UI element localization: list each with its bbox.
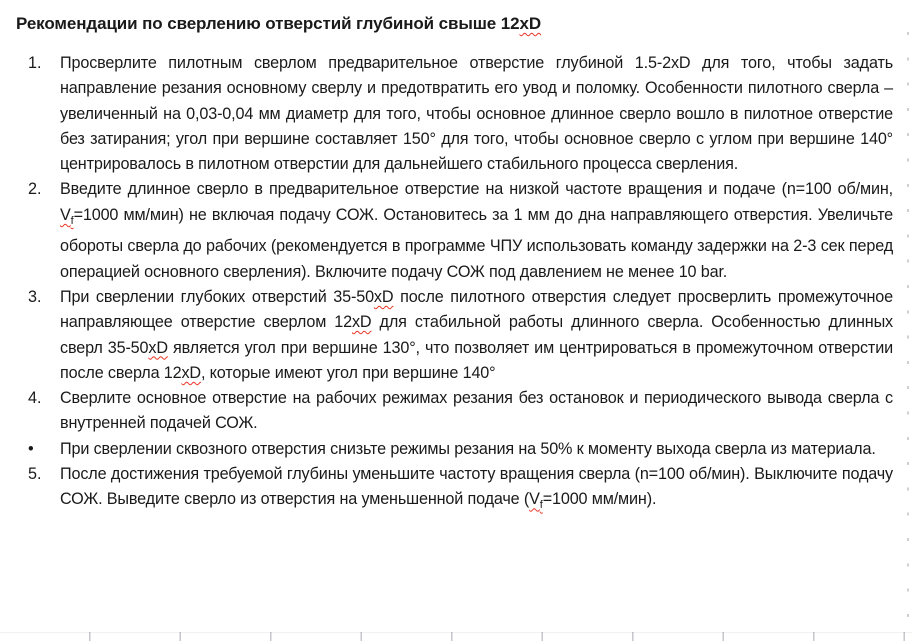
text-segment-misspell: xD	[351, 313, 372, 332]
list-item	[16, 462, 893, 519]
text-segment-misspell: xD	[148, 338, 168, 357]
list-marker: 5.	[28, 464, 42, 483]
text-segment: При сверлении глубоких отверстий 35-50	[60, 287, 374, 306]
list-item	[16, 177, 893, 284]
list-item	[16, 285, 893, 386]
text-segment-sub-misspell: f	[70, 215, 74, 228]
list-item-text	[60, 285, 893, 386]
text-segment: После достижения требуемой глубины уменьшите частоту вращения сверла (n=100 об/мин). Выключите подачу СОЖ. Выведите сверло из отверстия на уменьшенной подаче (	[60, 464, 893, 509]
text-segment-misspell: V	[529, 490, 540, 509]
list-item	[16, 51, 893, 177]
text-segment: является угол при вершине 130°, что позволяет им центрироваться в промежуточном отверстии после сверла 12	[60, 338, 893, 382]
list-item-text	[60, 177, 893, 284]
text-segment-misspell: V	[60, 205, 71, 224]
list-item-text	[60, 51, 893, 177]
list-item-text	[60, 437, 893, 462]
text-segment: , которые имеют угол при вершине 140°	[200, 363, 496, 382]
text-segment: =1000 мм/мин).	[542, 490, 657, 509]
text-segment-misspell: xD	[519, 14, 542, 33]
text-segment: При сверлении сквозного отверстия снизьте режимы резания на 50% к моменту выхода сверла из материала.	[60, 439, 876, 458]
page-title	[16, 11, 893, 36]
text-segment: =1000 мм/мин) не включая подачу СОЖ. Остановитесь за 1 мм до дна направляющего отверстия. Увеличьте обороты сверла до рабочих (рекомендуется в программе ЧПУ использовать команду задержки на 2-3 сек перед операцией основного сверления). Включите подачу СОЖ под давлением не менее 10 bar.	[60, 205, 893, 281]
table-gridline-ticks-right	[907, 32, 909, 626]
text-segment-sub-misspell: f	[539, 499, 543, 512]
text-segment: Сверлите основное отверстие на рабочих режимах резания без остановок и периодического вывода сверла с внутренней подачей СОЖ.	[60, 389, 893, 433]
list-item	[16, 386, 893, 437]
list-marker: •	[28, 439, 34, 458]
list-marker: 4.	[28, 389, 42, 408]
table-gridline-ticks-bottom	[0, 632, 912, 641]
list-marker: 3.	[28, 287, 42, 306]
list-marker: 2.	[28, 180, 42, 199]
text-segment-misspell: xD	[181, 363, 201, 382]
text-segment: Введите длинное сверло в предварительное отверстие на низкой частоте вращения и подаче (n=100 об/мин,	[60, 180, 893, 199]
text-segment-misspell: xD	[373, 287, 394, 306]
list-item-text	[60, 462, 893, 519]
text-segment: после пилотного отверстия следует просверлить промежуточное направляющее отверстие сверлом 12	[60, 287, 893, 332]
text-segment: Рекомендации по сверлению отверстий глубиной свыше 12	[16, 14, 520, 33]
text-segment: Просверлите пилотным сверлом предварительное отверстие глубиной 1.5-2xD для того, чтобы задать направление резания основному сверлу и предотвратить его увод и поломку. Особенности пилотного сверла – увеличенный на 0,03-0,04 мм диаметр для того, чтобы основное длинное сверло вошло в пилотное отверстие без затирания; угол при вершине составляет 150° для того, чтобы основное сверло с углом при вершине 140° центрировалось в пилотном отверстии для дальнейшего стабильного процесса сверления.	[60, 54, 893, 174]
list-item	[16, 437, 893, 462]
list-item-text	[60, 386, 893, 437]
text-segment: для стабильной работы длинного сверла. Особенностью длинных сверл 35-50	[60, 313, 893, 357]
list-marker: 1.	[28, 54, 42, 72]
recommendations-list	[16, 51, 893, 519]
